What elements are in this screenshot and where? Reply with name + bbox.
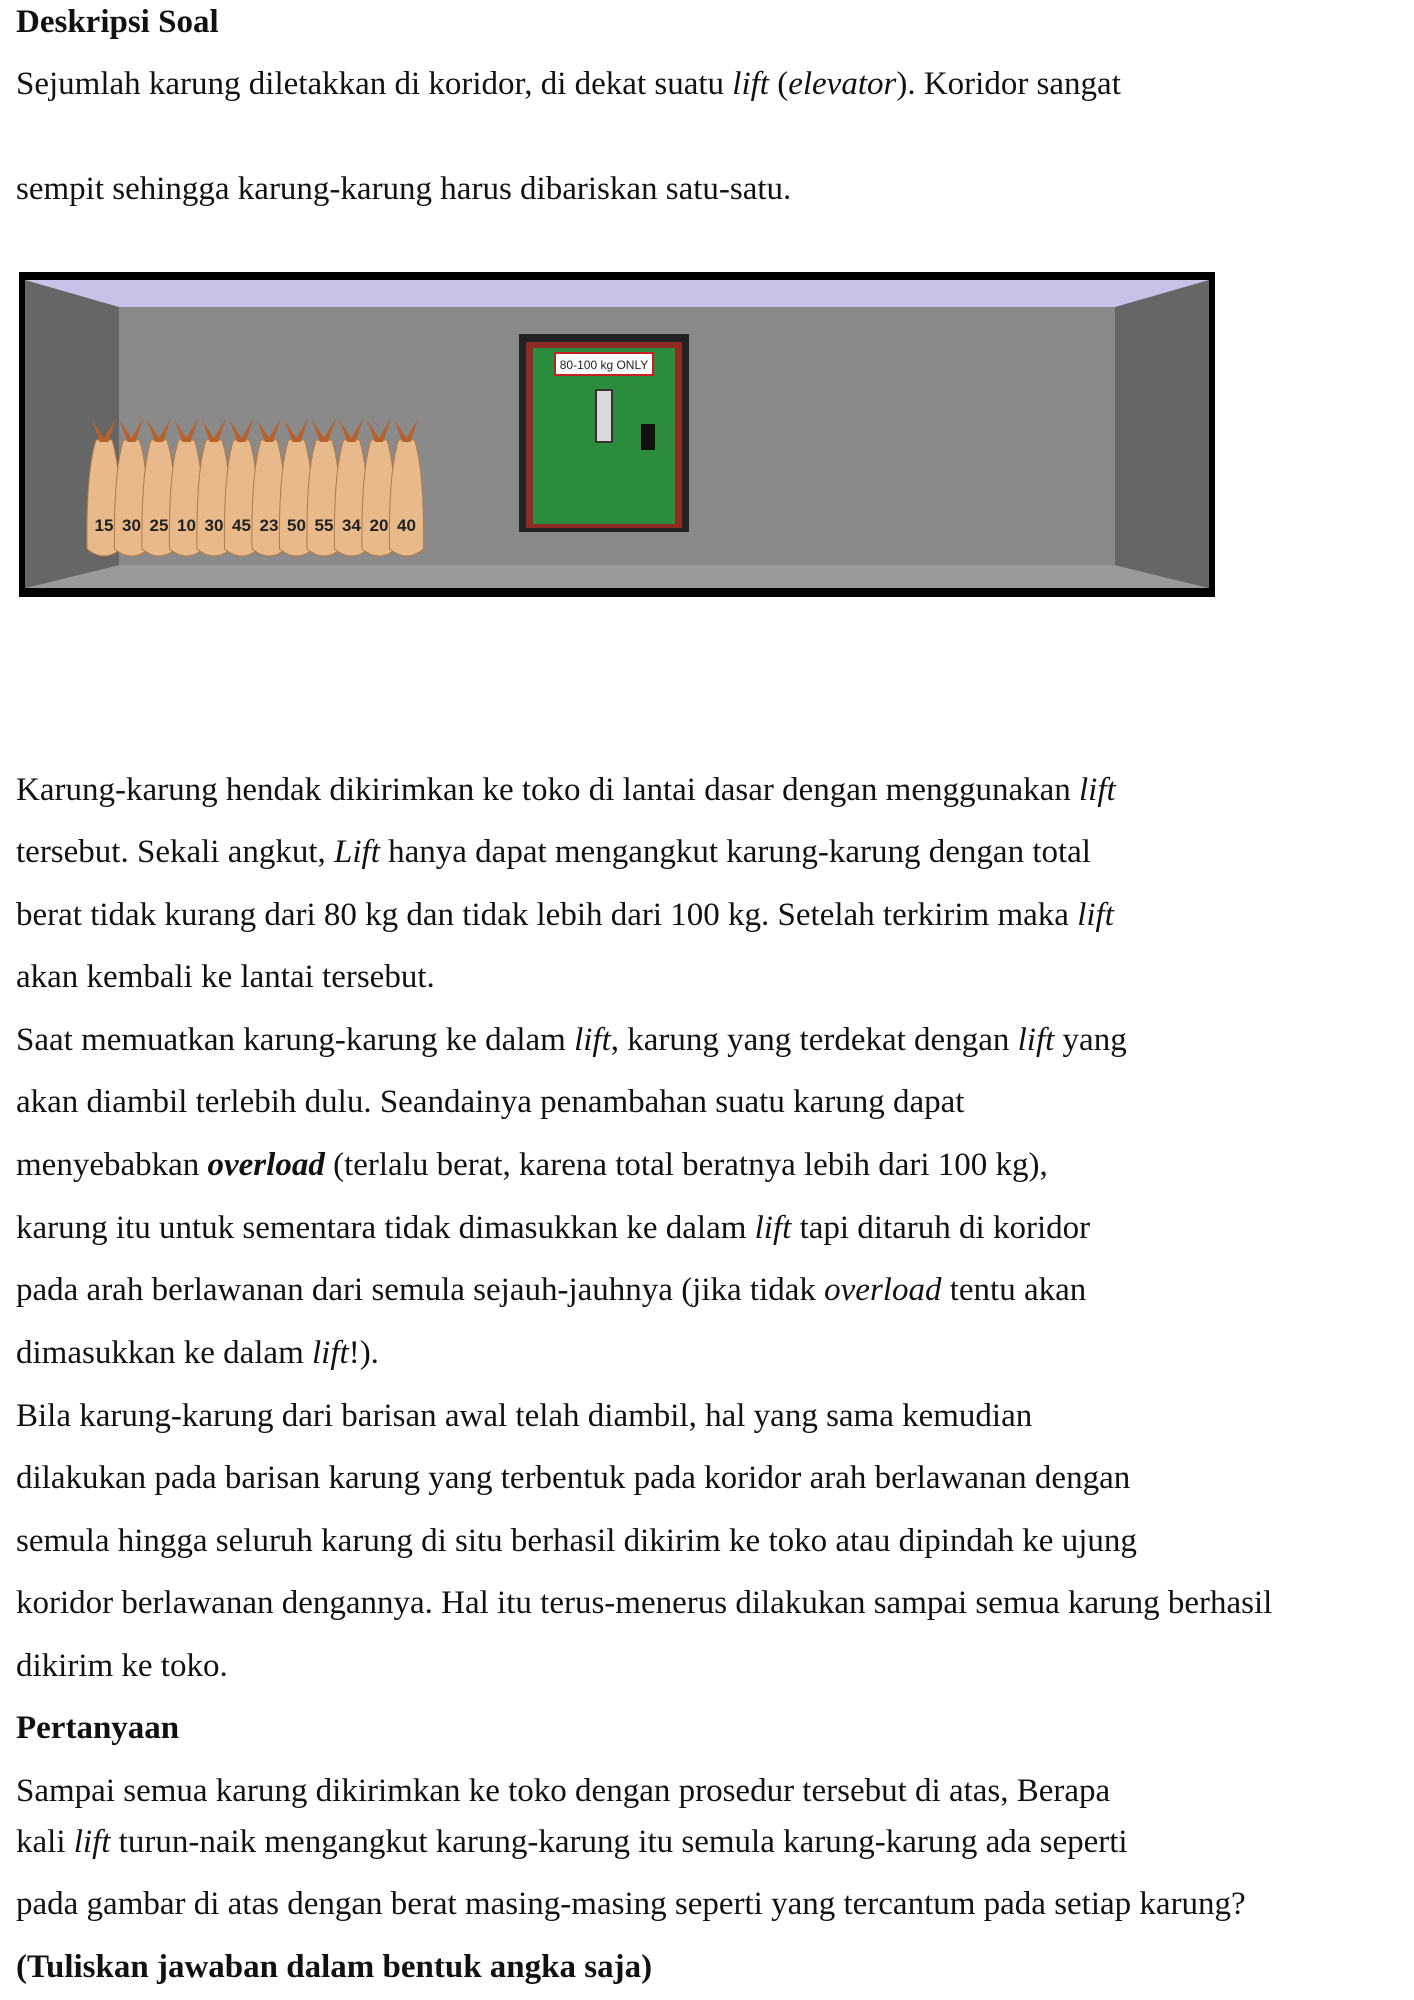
body-line xyxy=(16,770,1116,810)
body-line xyxy=(16,1082,964,1122)
text-run: semula hingga seluruh karung di situ berhasil dikirim ke toko atau dipindah ke ujung xyxy=(16,1523,1137,1559)
text-run: (terlalu berat, karena total beratnya lebih dari 100 kg), xyxy=(324,1147,1048,1183)
italic-term: lift xyxy=(73,1824,111,1860)
text-run: dilakukan pada barisan karung yang terbentuk pada koridor arah berlawanan dengan xyxy=(16,1460,1131,1496)
sack-weight-label: 34 xyxy=(342,516,361,535)
heading-question: Pertanyaan xyxy=(16,1710,180,1746)
body-line xyxy=(16,1270,1086,1310)
sack-weight-label: 30 xyxy=(122,516,141,535)
sack-weight-label: 50 xyxy=(287,516,306,535)
text-run: pada arah berlawanan dari semula sejauh-jauhnya (jika tidak xyxy=(16,1272,825,1308)
italic-term: Lift xyxy=(334,834,380,870)
text-run: akan diambil terlebih dulu. Seandainya penambahan suatu karung dapat xyxy=(16,1084,965,1120)
right-wall xyxy=(1115,280,1209,588)
sack-weight-label: 10 xyxy=(177,516,196,535)
text-run: Sejumlah karung diletakkan di koridor, di dekat suatu xyxy=(16,66,733,102)
question-line xyxy=(16,1884,1246,1924)
body-line xyxy=(16,1646,228,1686)
italic-term: lift xyxy=(732,66,769,102)
sack-weight-label: 30 xyxy=(204,516,224,535)
text-run: yang xyxy=(1054,1022,1127,1058)
body-line xyxy=(16,1145,1048,1185)
question-line xyxy=(16,1822,1128,1862)
text-run: ). Koridor sangat xyxy=(896,66,1121,102)
text-run: dimasukkan ke dalam xyxy=(16,1335,313,1371)
text-run: tersebut. Sekali angkut, xyxy=(16,834,335,870)
intro-line xyxy=(16,169,791,209)
text-run: menyebabkan xyxy=(16,1147,208,1183)
body-line xyxy=(16,1521,1137,1561)
body-line xyxy=(16,1583,1272,1623)
text-run: turun-naik mengangkut karung-karung itu semula karung-karung ada seperti xyxy=(110,1824,1128,1860)
text-run: tentu akan xyxy=(941,1272,1087,1308)
italic-term: lift xyxy=(1017,1022,1055,1058)
answer-instruction: (Tuliskan jawaban dalam bentuk angka saja) xyxy=(16,1949,653,1985)
sack-body xyxy=(389,440,423,556)
text-run: Bila karung-karung dari barisan awal telah diambil, hal yang sama kemudian xyxy=(16,1398,1033,1434)
sack-weight-label: 40 xyxy=(397,516,416,535)
text-run: pada gambar di atas dengan berat masing-masing seperti yang tercantum pada setiap karung? xyxy=(16,1886,1246,1922)
text-run: berat tidak kurang dari 80 kg dan tidak lebih dari 100 kg. Setelah terkirim maka xyxy=(16,897,1078,933)
sack-weight-label: 20 xyxy=(369,516,389,535)
text-run: Saat memuatkan karung-karung ke dalam xyxy=(16,1022,575,1058)
sack-weight-label: 45 xyxy=(232,516,251,535)
bold-italic-term: overload xyxy=(207,1147,325,1183)
text-run: Karung-karung hendak dikirimkan ke toko di lantai dasar dengan menggunakan xyxy=(16,772,1080,808)
ceiling xyxy=(25,280,1209,307)
body-line xyxy=(16,895,1114,935)
text-run: !). xyxy=(348,1335,379,1371)
text-run: sempit sehingga karung-karung harus dibariskan satu-satu. xyxy=(16,171,792,207)
door-sign-text: 80-100 kg ONLY xyxy=(559,358,649,372)
body-line xyxy=(16,1458,1130,1498)
sack-weight-label: 23 xyxy=(259,516,279,535)
body-line xyxy=(16,1208,1090,1248)
italic-term: lift xyxy=(1077,897,1114,933)
text-run: karung itu untuk sementara tidak dimasukkan ke dalam xyxy=(16,1210,755,1246)
sack-weight-label: 55 xyxy=(314,516,334,535)
sack-weight-label: 15 xyxy=(94,516,114,535)
text-run: dikirim ke toko. xyxy=(16,1648,228,1684)
corridor-drawing xyxy=(19,272,1215,597)
body-line xyxy=(16,832,1091,872)
text-run: kali xyxy=(16,1824,74,1860)
lift-window xyxy=(596,390,612,442)
text-run: ( xyxy=(768,66,789,102)
body-line xyxy=(16,1020,1127,1060)
italic-term: lift xyxy=(574,1022,611,1058)
lift-button-panel xyxy=(641,424,655,450)
corridor-illustration xyxy=(19,272,1215,597)
body-line xyxy=(16,957,435,997)
body-line xyxy=(16,1333,379,1373)
text-run: Sampai semua karung dikirimkan ke toko dengan prosedur tersebut di atas, Berapa xyxy=(16,1773,1111,1809)
italic-term: lift xyxy=(754,1210,792,1246)
sack-weight-label: 25 xyxy=(149,516,169,535)
text-run: akan kembali ke lantai tersebut. xyxy=(16,959,435,995)
text-run: hanya dapat mengangkut karung-karung dengan total xyxy=(379,834,1091,870)
italic-term: lift xyxy=(1079,772,1116,808)
italic-term: elevator xyxy=(788,66,897,102)
heading-description: Deskripsi Soal xyxy=(16,4,219,40)
intro-line xyxy=(16,64,1121,104)
question-line xyxy=(16,1771,1110,1811)
text-run: , karung yang terdekat dengan xyxy=(610,1022,1018,1058)
text-run: tapi ditaruh di koridor xyxy=(791,1210,1091,1246)
italic-term: lift xyxy=(312,1335,349,1371)
floor xyxy=(25,565,1209,588)
text-run: koridor berlawanan dengannya. Hal itu terus-menerus dilakukan sampai semua karung berhasil xyxy=(16,1585,1273,1621)
body-line xyxy=(16,1396,1032,1436)
italic-term: overload xyxy=(824,1272,942,1308)
